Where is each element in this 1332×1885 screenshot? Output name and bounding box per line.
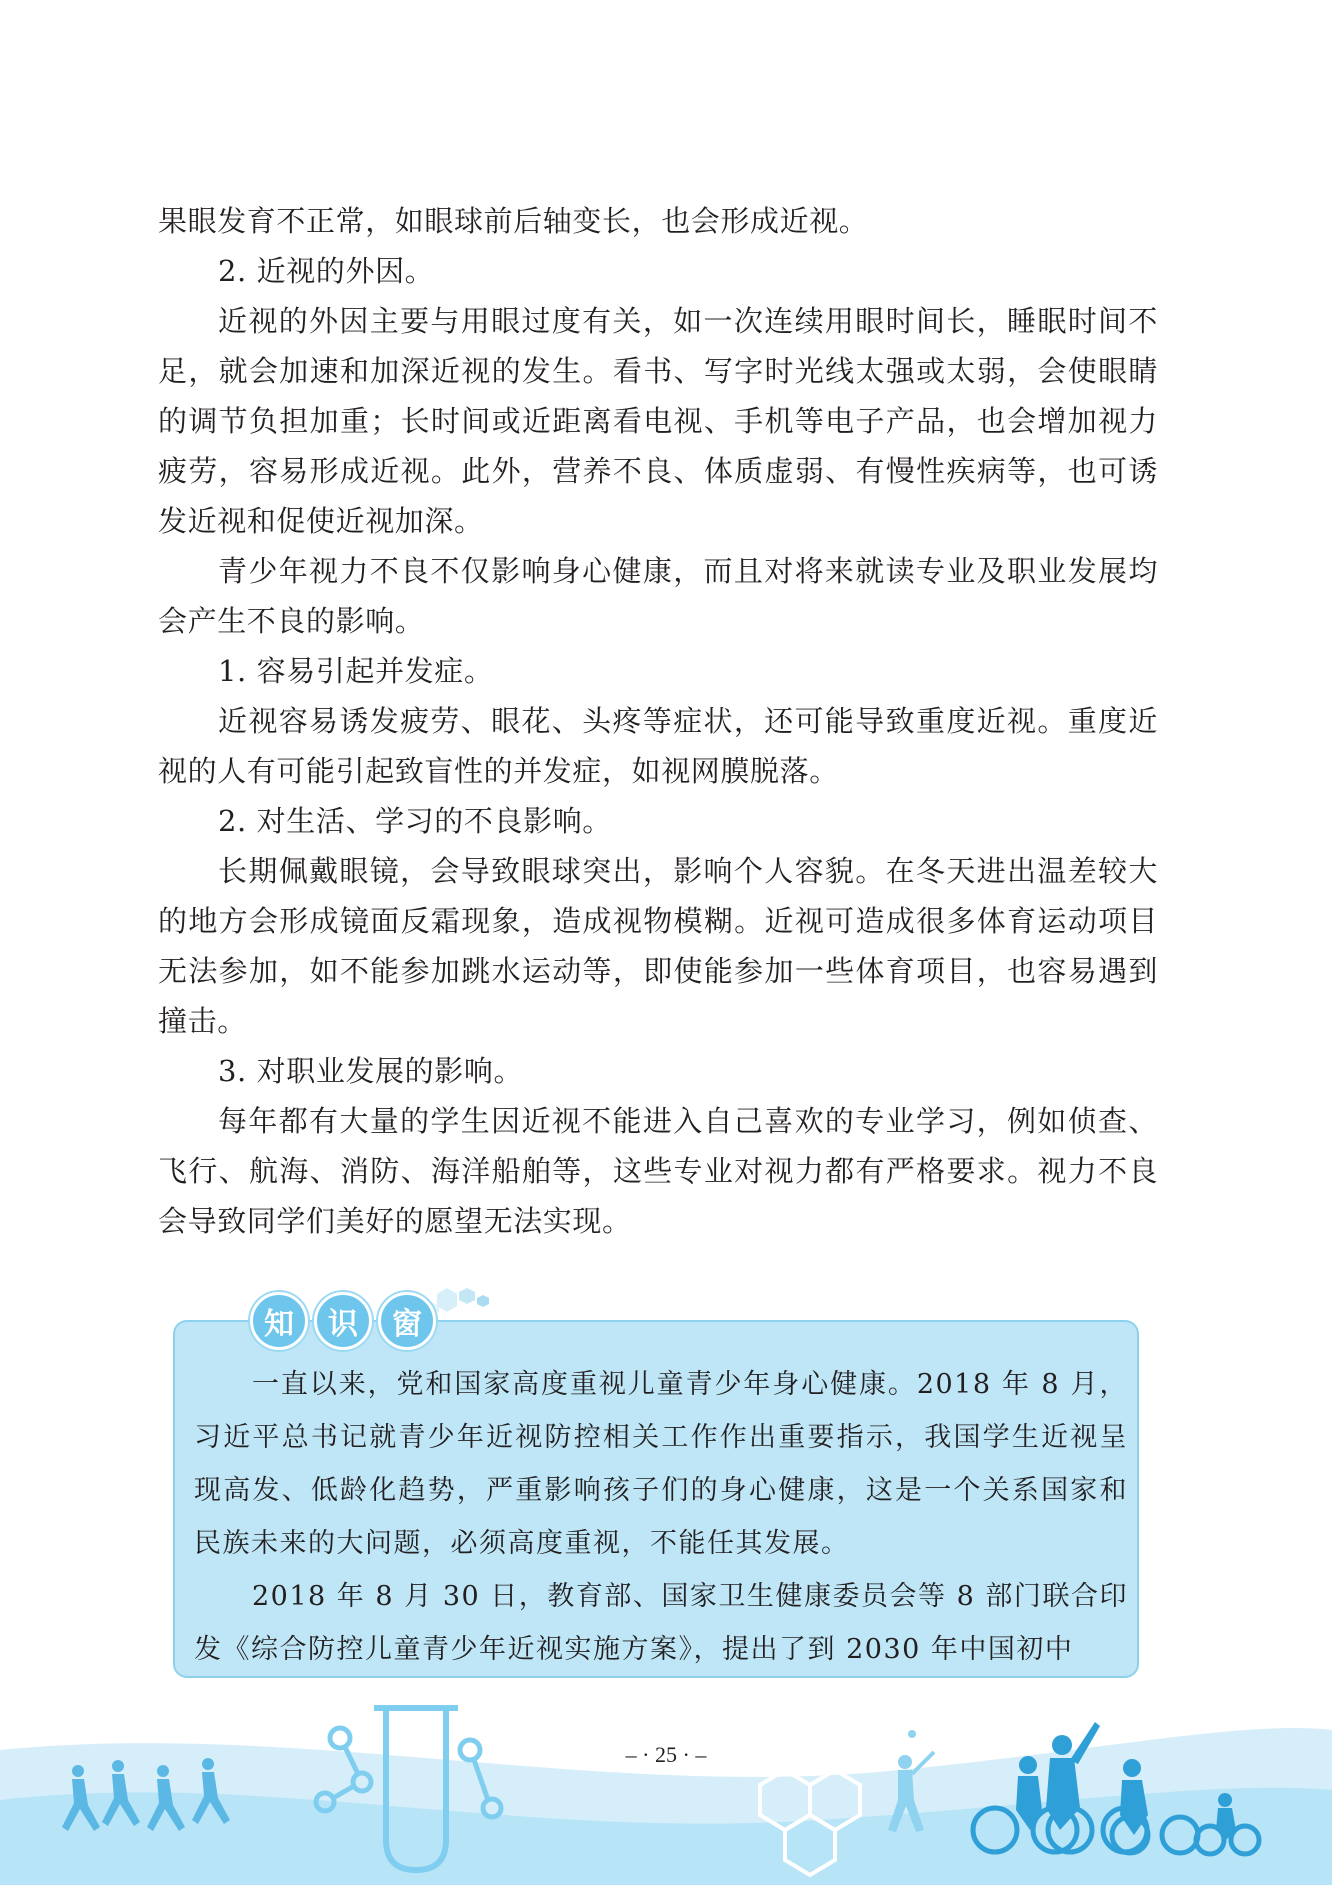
knowledge-paragraph-2: 2018 年 8 月 30 日，教育部、国家卫生健康委员会等 8 部门联合印发《综合防控儿童青少年近视实施方案》，提出了到 2030 年中国初中 [194, 1581, 1128, 1665]
knowledge-window-text [194, 1358, 1128, 1676]
body-text [158, 196, 1158, 1246]
paragraph-life-study: 长期佩戴眼镜，会导致眼球突出，影响个人容貌。在冬天进出温差较大的地方会形成镜面反霜现象，造成视物模糊。近视可造成很多体育运动项目无法参加，如不能参加跳水运动等，即使能参加一些体育项目，也容易遇到撞击。 [158, 854, 1158, 1038]
paragraph-impact-intro: 青少年视力不良不仅影响身心健康，而且对将来就读专业及职业发展均会产生不良的影响。 [158, 554, 1158, 638]
title-char-zhi: 知 [250, 1292, 308, 1350]
paragraph-career: 每年都有大量的学生因近视不能进入自己喜欢的专业学习，例如侦查、飞行、航海、消防、海洋船舶等，这些专业对视力都有严格要求。视力不良会导致同学们美好的愿望无法实现。 [158, 1104, 1158, 1238]
knowledge-window-title [250, 1292, 436, 1350]
page-number: – · 25 · – [625, 1742, 707, 1767]
heading-career: 3. 对职业发展的影响。 [218, 1054, 524, 1088]
heading-complications: 1. 容易引起并发症。 [218, 654, 494, 688]
knowledge-paragraph-1: 一直以来，党和国家高度重视儿童青少年身心健康。2018 年 8 月，习近平总书记就青少年近视防控相关工作作出重要指示，我国学生近视呈现高发、低龄化趋势，严重影响孩子们的身心健康，这是一个关系国家和民族未来的大问题，必须高度重视，不能任其发展。 [194, 1369, 1128, 1559]
paragraph-complications: 近视容易诱发疲劳、眼花、头疼等症状，还可能导致重度近视。重度近视的人有可能引起致盲性的并发症，如视网膜脱落。 [158, 704, 1158, 788]
heading-life-study: 2. 对生活、学习的不良影响。 [218, 804, 612, 838]
paragraph-0: 果眼发育不正常，如眼球前后轴变长，也会形成近视。 [158, 204, 869, 238]
heading-external-cause: 2. 近视的外因。 [218, 254, 435, 288]
title-char-shi: 识 [314, 1292, 372, 1350]
footer-decoration [0, 1690, 1332, 1885]
title-char-chuang: 窗 [378, 1292, 436, 1350]
paragraph-external-cause: 近视的外因主要与用眼过度有关，如一次连续用眼时间长，睡眠时间不足，就会加速和加深近视的发生。看书、写字时光线太强或太弱，会使眼睛的调节负担加重；长时间或近距离看电视、手机等电子产品，也会增加视力疲劳，容易形成近视。此外，营养不良、体质虚弱、有慢性疾病等，也可诱发近视和促使近视加深。 [158, 304, 1158, 538]
